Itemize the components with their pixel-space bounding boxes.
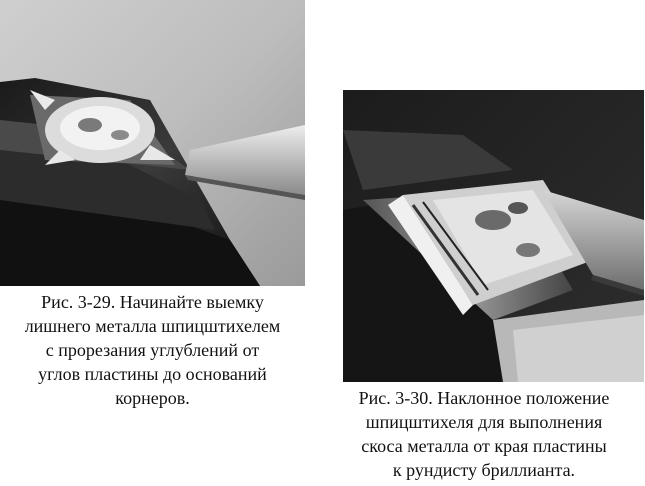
caption-line: лишнего металла шпицштихелем [24,316,281,336]
figure-3-30-caption [323,386,645,482]
caption-line: к рундисту бриллианта. [392,460,576,480]
caption-line: углов пластины до оснований [38,364,267,384]
caption-line: Рис. 3-30. Наклонное положение [358,388,610,408]
caption-line: Рис. 3-29. Начинайте выемку [41,292,264,312]
figure-3-29-caption [0,290,305,410]
figure-3-30-photo [343,90,644,382]
caption-line: с прорезания углублений от [45,340,260,360]
caption-line: скоса металла от края пластины [361,436,607,456]
caption-line: шпицштихеля для выполнения [365,412,603,432]
figure-3-29-photo [0,0,305,286]
caption-line: корнеров. [115,388,190,408]
